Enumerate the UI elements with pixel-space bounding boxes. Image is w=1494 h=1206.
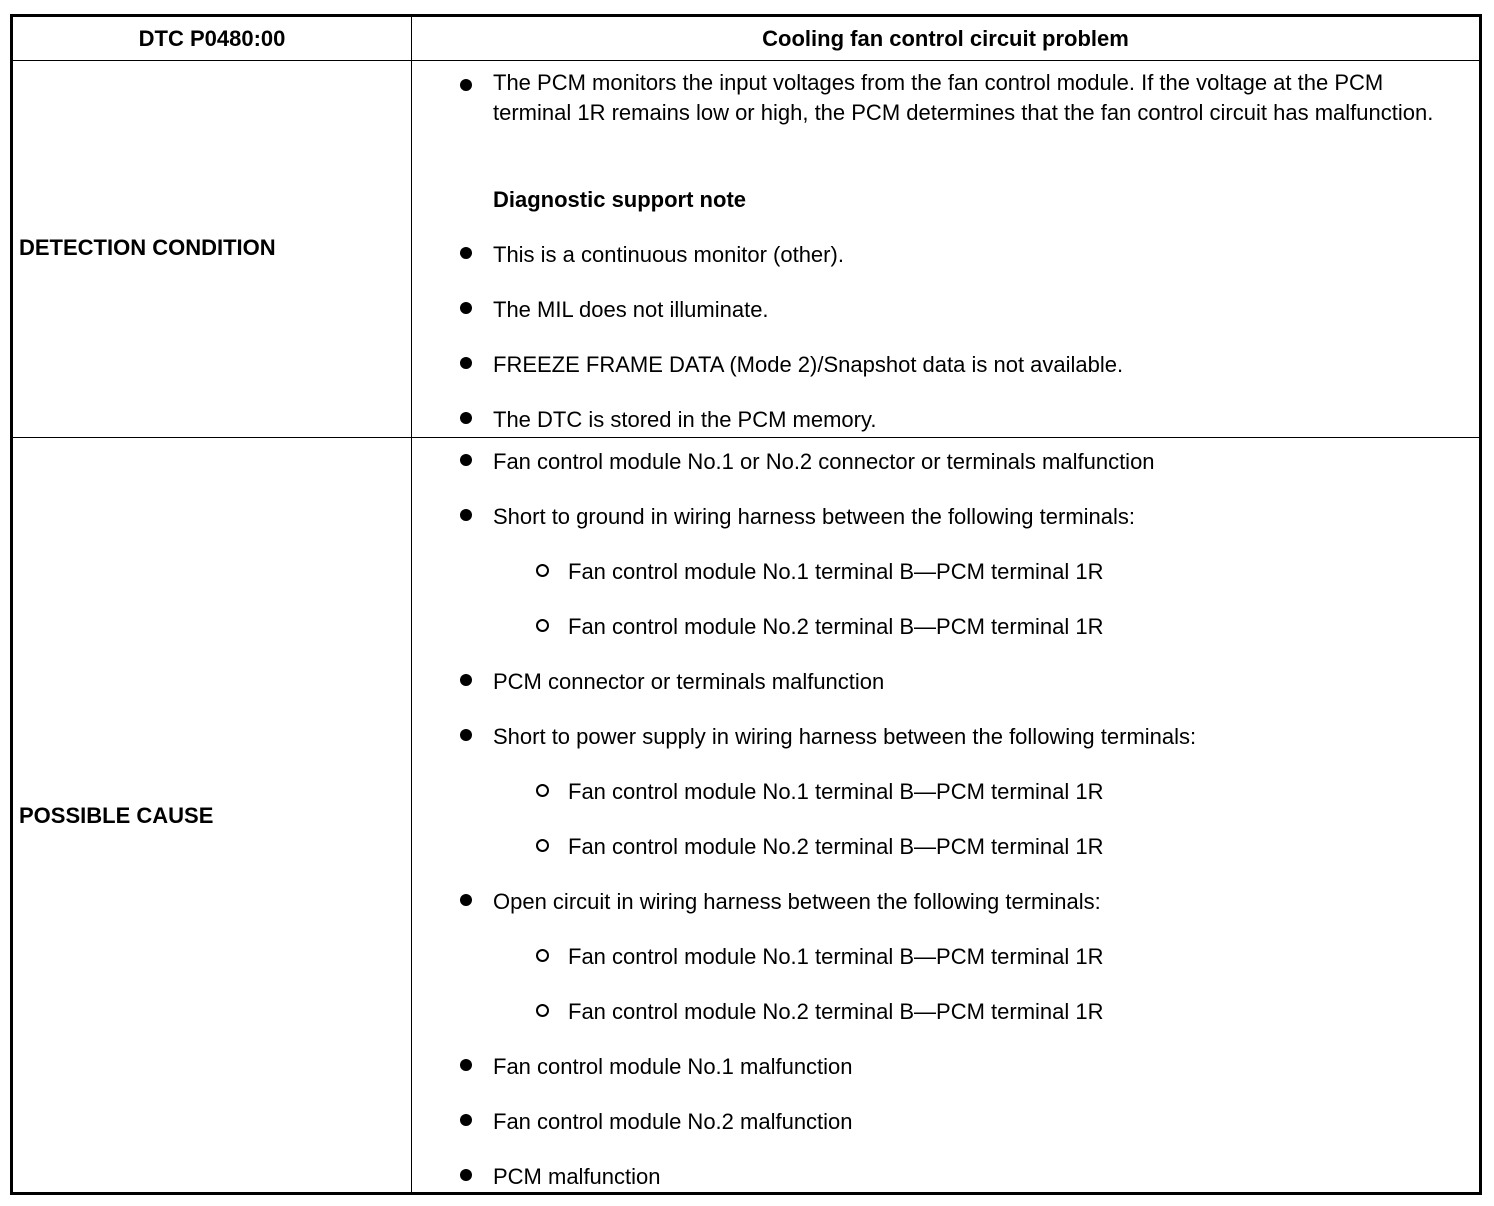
detection-condition-label: DETECTION CONDITION (19, 235, 276, 260)
bullet-icon (460, 1169, 472, 1181)
bullet-icon (460, 247, 472, 259)
detection-row-divider (13, 437, 1479, 438)
list-item-text: PCM malfunction (493, 1164, 661, 1189)
list-item-text: Fan control module No.1 malfunction (493, 1054, 853, 1079)
circle-bullet-icon (536, 839, 549, 852)
bullet-icon (460, 302, 472, 314)
bullet-icon (460, 729, 472, 741)
list-item-text: The DTC is stored in the PCM memory. (493, 407, 877, 432)
list-item-text: Fan control module No.1 terminal B—PCM terminal 1R (568, 779, 1104, 804)
bullet-icon (460, 894, 472, 906)
detection-intro: The PCM monitors the input voltages from the fan control module. If the voltage at the PCM terminal 1R remains low or high, the PCM determines that the fan control circuit has malfunction. (493, 70, 1434, 125)
header-row-divider (13, 60, 1479, 61)
bullet-icon (460, 454, 472, 466)
list-item-text: Fan control module No.1 terminal B—PCM terminal 1R (568, 559, 1104, 584)
list-item-text: Fan control module No.1 or No.2 connector or terminals malfunction (493, 449, 1155, 474)
bullet-icon (460, 1114, 472, 1126)
circle-bullet-icon (536, 1004, 549, 1017)
dtc-title-header: Cooling fan control circuit problem (762, 25, 1129, 51)
circle-bullet-icon (536, 564, 549, 577)
list-item-text: Fan control module No.1 terminal B—PCM terminal 1R (568, 944, 1104, 969)
list-item-text: Fan control module No.2 terminal B—PCM terminal 1R (568, 999, 1104, 1024)
circle-bullet-icon (536, 619, 549, 632)
list-item-text: PCM connector or terminals malfunction (493, 669, 885, 694)
list-item-text: Short to power supply in wiring harness between the following terminals: (493, 724, 1197, 749)
list-item-text: Fan control module No.2 terminal B—PCM terminal 1R (568, 834, 1104, 859)
list-item-text: FREEZE FRAME DATA (Mode 2)/Snapshot data is not available. (493, 352, 1124, 377)
circle-bullet-icon (536, 949, 549, 962)
bullet-icon (460, 509, 472, 521)
bullet-icon (460, 674, 472, 686)
list-item-text: The MIL does not illuminate. (493, 297, 769, 322)
list-item-text: Short to ground in wiring harness between the following terminals: (493, 504, 1136, 529)
circle-bullet-icon (536, 784, 549, 797)
bullet-icon (460, 412, 472, 424)
list-item-text: Open circuit in wiring harness between the following terminals: (493, 889, 1101, 914)
bullet-icon (460, 357, 472, 369)
note-heading: Diagnostic support note (493, 187, 746, 212)
bullet-icon (460, 1059, 472, 1071)
list-item-text: Fan control module No.2 terminal B—PCM terminal 1R (568, 614, 1104, 639)
list-item-text: Fan control module No.2 malfunction (493, 1109, 853, 1134)
possible-cause-label: POSSIBLE CAUSE (19, 803, 214, 828)
list-item-text: This is a continuous monitor (other). (493, 242, 844, 267)
dtc-code-header: DTC P0480:00 (138, 25, 286, 51)
column-divider (411, 17, 412, 1192)
bullet-icon (460, 79, 472, 91)
dtc-table (10, 14, 1482, 1195)
